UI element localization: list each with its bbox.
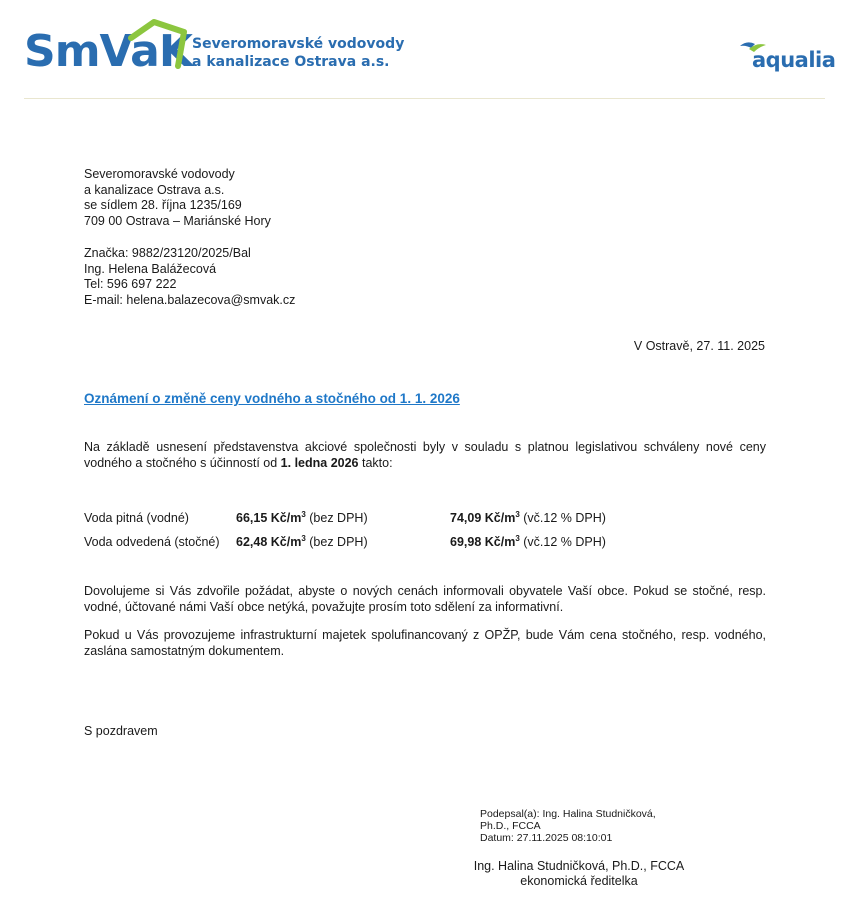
price-gross-value: 69,98 Kč/m bbox=[450, 535, 516, 549]
letter-subject: Oznámení o změně ceny vodného a stočného od 1. 1. 2026 bbox=[84, 391, 460, 406]
request-paragraph: Dovolujeme si Vás zdvořile požádat, abyste o nových cenách informovali obyvatele Vaší obce. Pokud se stočné, resp. vodné, účtované námi Vaší obce netýká, považujte prosím toto sdělení za informativní. bbox=[84, 584, 766, 614]
price-net-value: 66,15 Kč/m bbox=[236, 511, 302, 525]
intro-text-end: takto: bbox=[358, 455, 393, 470]
reference-line: Tel: 596 697 222 bbox=[84, 277, 177, 291]
signer-block bbox=[466, 859, 692, 889]
company-name-line2: a kanalizace Ostrava a.s. bbox=[192, 54, 390, 70]
esign-date: Datum: 27.11.2025 08:10:01 bbox=[480, 832, 613, 844]
intro-text: Na základě usnesení představenstva akciové společnosti byly v souladu s platnou legislativou schváleny nové ceny vodného a stočného s účinností od bbox=[84, 440, 766, 470]
price-net-note: (bez DPH) bbox=[309, 511, 368, 525]
reference-email: E-mail: helena.balazecova@smvak.cz bbox=[84, 292, 296, 307]
price-gross-note: (vč.12 % DPH) bbox=[523, 511, 606, 525]
smvak-logo: SmVaK bbox=[24, 26, 192, 77]
company-name-line1: Severomoravské vodovody bbox=[192, 36, 405, 52]
company-name bbox=[192, 35, 404, 71]
sender-address bbox=[84, 167, 271, 229]
price-net-value: 62,48 Kč/m bbox=[236, 535, 302, 549]
sender-line: Severomoravské vodovody bbox=[84, 167, 235, 181]
reference-line: Značka: 9882/23120/2025/Bal bbox=[84, 246, 251, 260]
unit-exponent: 3 bbox=[515, 533, 520, 543]
price-gross bbox=[450, 533, 606, 551]
intro-paragraph bbox=[84, 440, 766, 471]
price-row-drinking-water bbox=[84, 509, 774, 527]
header-divider bbox=[24, 98, 825, 99]
effective-date: 1. ledna 2026 bbox=[280, 455, 359, 470]
sender-line: se sídlem 28. října 1235/169 bbox=[84, 198, 242, 212]
aqualia-logo: aqualia bbox=[752, 48, 836, 72]
price-label: Voda odvedená (stočné) bbox=[84, 535, 220, 549]
signer-title: ekonomická ředitelka bbox=[520, 874, 638, 888]
price-net-note: (bez DPH) bbox=[309, 535, 368, 549]
reference-line: Ing. Helena Balážecová bbox=[84, 261, 217, 276]
price-row-wastewater bbox=[84, 533, 774, 551]
price-net bbox=[236, 509, 368, 527]
price-gross-note: (vč.12 % DPH) bbox=[523, 535, 606, 549]
price-label: Voda pitná (vodné) bbox=[84, 511, 189, 525]
reference-block bbox=[84, 246, 295, 308]
smvak-logo-roof-icon bbox=[128, 18, 188, 70]
letter-date: V Ostravě, 27. 11. 2025 bbox=[633, 339, 765, 353]
unit-exponent: 3 bbox=[515, 509, 520, 519]
sender-line: a kanalizace Ostrava a.s. bbox=[84, 182, 225, 197]
price-net bbox=[236, 533, 368, 551]
signer-name: Ing. Halina Studničková, Ph.D., FCCA bbox=[473, 859, 685, 873]
esign-signed-by-cont: Ph.D., FCCA bbox=[480, 820, 541, 832]
price-gross bbox=[450, 509, 606, 527]
esign-signed-by: Podepsal(a): Ing. Halina Studničková, bbox=[480, 808, 656, 820]
price-gross-value: 74,09 Kč/m bbox=[450, 511, 516, 525]
closing-greeting: S pozdravem bbox=[84, 724, 158, 738]
unit-exponent: 3 bbox=[301, 533, 306, 543]
sender-line: 709 00 Ostrava – Mariánské Hory bbox=[84, 213, 271, 228]
unit-exponent: 3 bbox=[301, 509, 306, 519]
infrastructure-paragraph: Pokud u Vás provozujeme infrastrukturní majetek spolufinancovaný z OPŽP, bude Vám cena stočného, resp. vodného, zaslána samostatným dokumentem. bbox=[84, 628, 766, 658]
electronic-signature bbox=[480, 808, 700, 844]
